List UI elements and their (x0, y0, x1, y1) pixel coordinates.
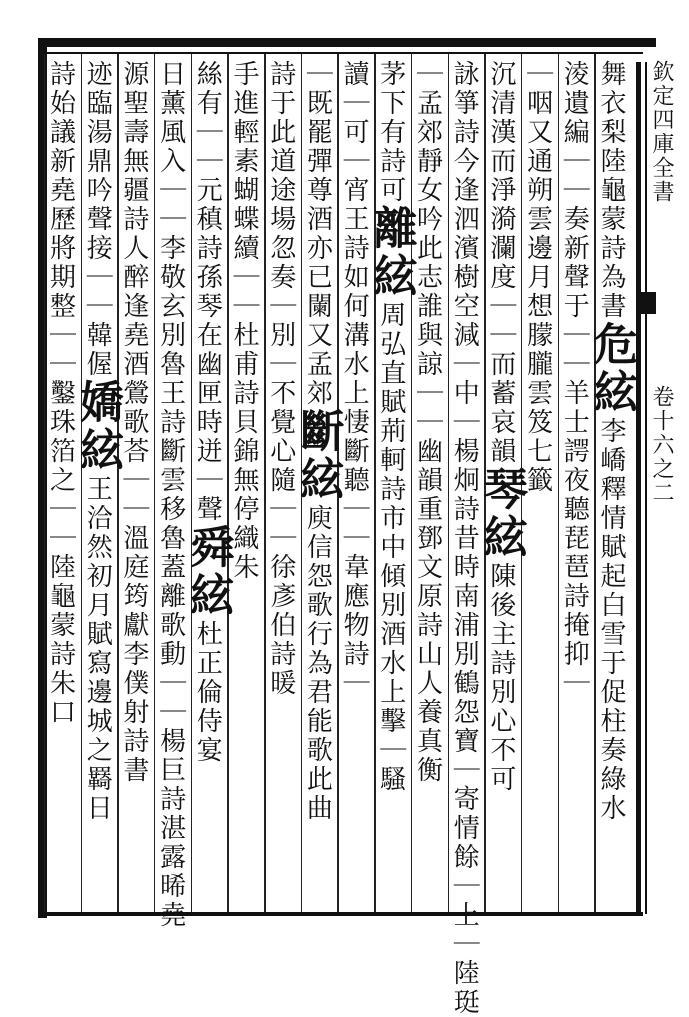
text-segment: 詩始議新堯歷將期整｜｜ (45, 60, 76, 379)
text-column (339, 60, 374, 910)
text-column (119, 60, 154, 910)
text-column (560, 60, 595, 910)
text-segment: ｜孟郊靜女吟此志誰與諒｜｜幽韻重鄧文原詩山人養真衡 (412, 60, 443, 785)
text-segment: 詩湛露晞堯 (155, 785, 186, 930)
text-segment: 鑿珠箔之｜｜陸龜蒙詩朱口 (45, 379, 76, 727)
frame-right-rule (645, 62, 647, 914)
text-segment: 于｜｜羊士諤夜聽琵琶詩掩抑｜ (559, 292, 590, 698)
text-segment: 杜正倫侍宴 (192, 620, 223, 765)
text-segment: 詩于此道途場忽奏｜別｜ (265, 60, 296, 379)
entry-heading: 舜絃 (182, 524, 234, 620)
text-column (182, 60, 234, 910)
text-segment: 陳後主詩別心不可 (485, 562, 516, 794)
text-column (365, 60, 417, 910)
text-segment: 絲有｜｜元稹詩孫琴在幽匣時迸｜聲 (192, 60, 223, 524)
margin-volume: 卷十六之二 (649, 385, 674, 505)
text-segment: 茅下有詩可 (375, 60, 406, 205)
text-column (292, 60, 344, 910)
entry-heading: 斷絃 (292, 408, 344, 504)
text-segment: 源聖壽無疆詩人醉逢堯酒鶯歌荅｜｜溫庭筠獻李僕射詩書 (118, 60, 149, 785)
frame-bottom-border (38, 912, 643, 916)
text-segment: 詠箏詩今逢泗濱樹空減｜中｜楊炯詩昔時南浦別鶴怨寶｜ (449, 60, 480, 785)
text-segment: ｜咽又通朔雲邊月想朦朧雲笈七籤 (522, 60, 553, 495)
margin-title: 欽定四庫全書 (649, 60, 674, 204)
text-column (229, 60, 264, 910)
text-segment: 淩遺編｜｜奏新聲 (559, 60, 590, 292)
fishtail-mark (636, 292, 656, 314)
text-column (413, 60, 448, 910)
text-segment: 周弘直賦荊軻詩市中傾別酒水上擊｜騷 (375, 301, 406, 794)
text-segment: 舞衣梨陸龜蒙詩為書 (595, 60, 626, 321)
text-segment: 王洽然初月賦寫邊城之羇日 (82, 475, 113, 823)
text-segment: 手進輕素蝴蝶續｜｜杜甫詩貝錦無停織朱 (228, 60, 259, 582)
text-column (585, 60, 637, 910)
text-segment: 迹臨湯鼎吟聲接｜｜韓偓 (82, 60, 113, 379)
frame-top-border (38, 38, 656, 47)
text-column (72, 60, 124, 910)
text-column (155, 60, 191, 930)
text-segment: 宵王詩如何溝水上悽斷聽｜｜韋應物詩｜ (339, 176, 370, 698)
text-segment: 讀｜可｜ (339, 60, 370, 176)
text-segment: 沉清漢而淨漪瀾度｜｜而蓄哀韻 (485, 60, 516, 466)
text-column (266, 60, 301, 910)
text-segment: 不覺心隨｜｜徐彥伯詩暖 (265, 379, 296, 698)
entry-heading: 琴絃 (475, 466, 527, 562)
frame-top-inner-rule (47, 52, 643, 54)
text-column (523, 60, 558, 910)
text-segment: 庾信怨歌行為君能歌此曲 (302, 504, 333, 823)
text-segment: 日薰風入｜｜李敬玄別魯王詩斷雲移魯蓋離歌動｜｜楊巨 (155, 60, 186, 785)
frame-right-border (636, 62, 641, 914)
text-column (46, 60, 81, 910)
entry-heading: 離絃 (365, 205, 417, 301)
text-column (475, 60, 527, 910)
text-segment: 寄情餘｜上｜陸珽 (449, 785, 480, 1017)
entry-heading: 嬌絃 (72, 379, 124, 475)
text-column (449, 60, 485, 1017)
text-segment: 李嶠釋情賦起白雪于促柱奏綠水 (595, 417, 626, 823)
entry-heading: 危絃 (585, 321, 637, 417)
text-segment: ｜既罷彈尊酒亦已闌又孟郊 (302, 60, 333, 408)
